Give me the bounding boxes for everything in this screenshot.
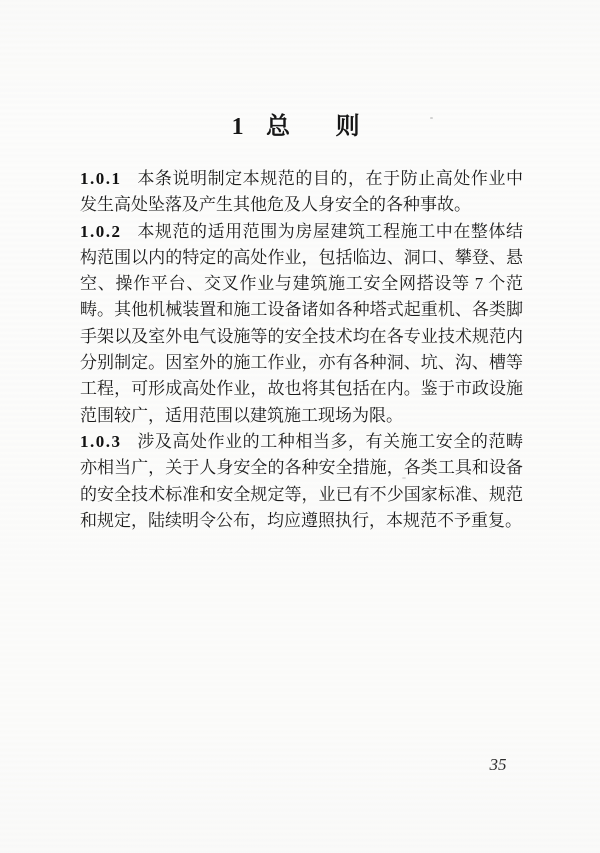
clause-1-0-2-number: 1.0.2 (80, 221, 122, 241)
clause-1-0-3-number: 1.0.3 (80, 431, 122, 451)
clause-1-0-3 (80, 429, 523, 534)
clause-1-0-2-text: 本规范的适用范围为房屋建筑工程施工中在整体结构范围以内的特定的高处作业，包括临边、洞口、攀登、悬空、操作平台、交叉作业与建筑施工安全网搭设等 7 个范畴。其他机械装置和施工设备诸如各种塔式起重机、各类脚手架以及室外电气设施等的安全技术均在各专业技术规范内分别制定。因室外的施工作业，亦有各种洞、坑、沟、槽等工程，可形成高处作业，故也将其包括在内。鉴于市政设施范围较广，适用范围以建筑施工现场为限。 (80, 221, 523, 425)
page-number: 35 (489, 755, 507, 774)
clause-1-0-2 (80, 219, 523, 429)
scan-artifact (402, 477, 406, 479)
clause-1-0-1-text: 本条说明制定本规范的目的，在于防止高处作业中发生高处坠落及产生其他危及人身安全的各种事故。 (80, 169, 523, 215)
clause-1-0-1-number: 1.0.1 (80, 169, 122, 188)
chapter-number: 1 (231, 114, 246, 140)
clause-1-0-1 (80, 166, 523, 219)
chapter-heading (80, 106, 522, 141)
clause-1-0-3-text: 涉及高处作业的工种相当多，有关施工安全的范畴亦相当广，关于人身安全的各种安全措施，各类工具和设备的安全技术标准和安全规定等，业已有不少国家标准、规范和规定，陆续明令公布，均应遵照执行，本规范不予重复。 (80, 431, 523, 530)
chapter-title: 总 则 (265, 114, 371, 140)
clause-list (80, 166, 523, 534)
scan-artifact (430, 117, 433, 119)
